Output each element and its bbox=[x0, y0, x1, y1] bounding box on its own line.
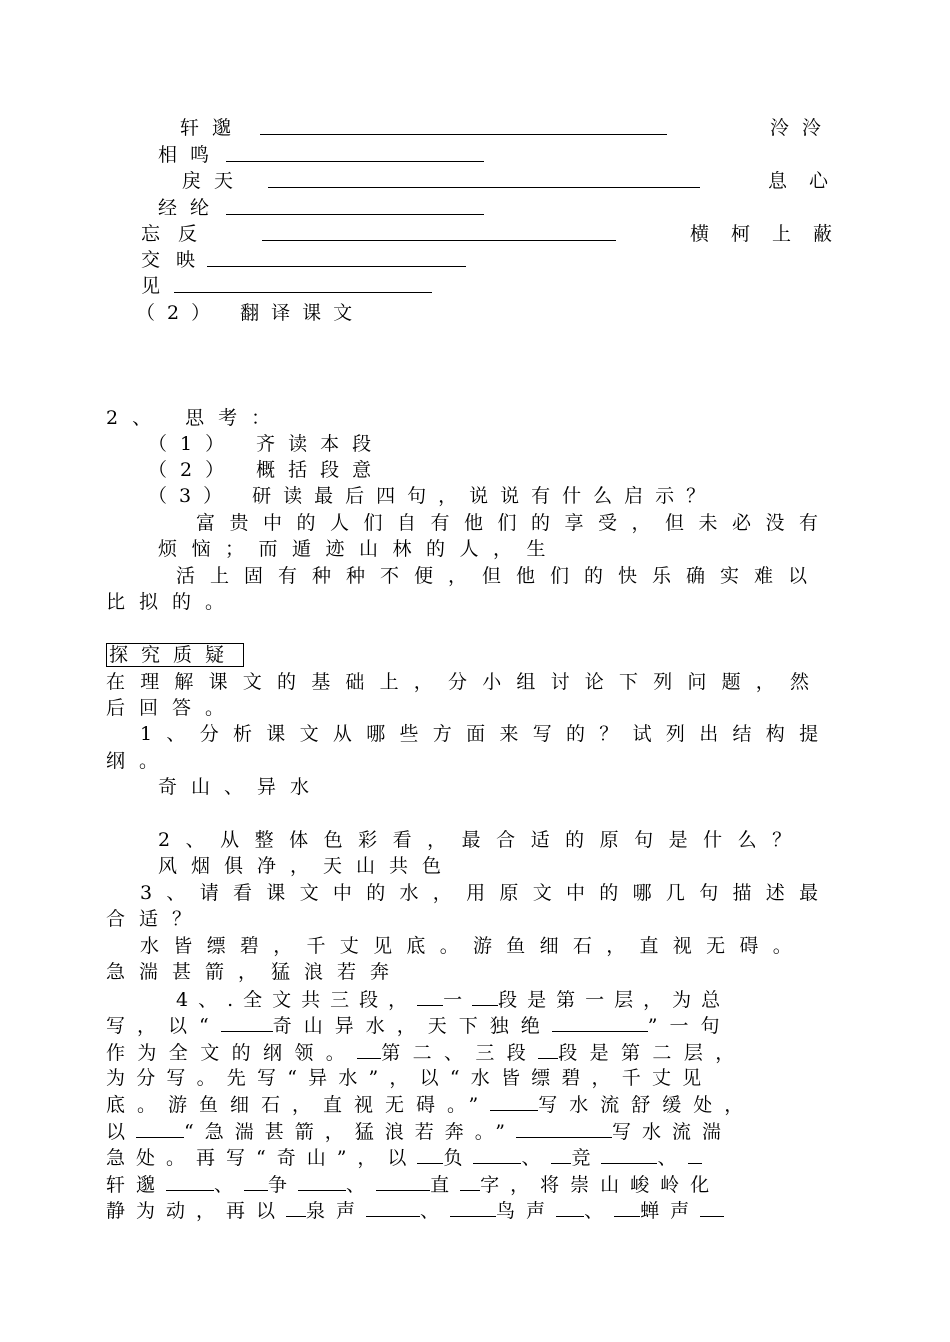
q4-text: 、 bbox=[420, 1200, 451, 1222]
vocab-li-tian: 戾天 bbox=[182, 170, 247, 192]
vocab-blank-jiao-ying[interactable] bbox=[207, 266, 466, 267]
explore-q1-line1: 1、分析课文从哪些方面来写的？试列出结构提 bbox=[140, 723, 833, 745]
q4-fill-yi: 一 bbox=[443, 989, 473, 1011]
q4-text: 段是第二层， bbox=[558, 1042, 747, 1064]
q4-number: 4、 bbox=[176, 989, 228, 1011]
vocab-blank-jing-lun[interactable] bbox=[226, 214, 484, 215]
q4-line1 bbox=[176, 987, 730, 1012]
q4-text: 段是第一层，为总 bbox=[498, 989, 731, 1011]
q4-blank-jing[interactable] bbox=[601, 1145, 657, 1164]
explore-answer2: 风烟俱净，天山共色 bbox=[158, 855, 456, 877]
q4-blank-zhi[interactable] bbox=[460, 1172, 480, 1191]
q4-blank-fu-pre[interactable] bbox=[417, 1145, 443, 1164]
think-q3: （3） 研读最后四句，说说有什么启示？ bbox=[148, 485, 718, 507]
q4-text: 写，以“ bbox=[106, 1015, 221, 1037]
explore-answer3-line2: 急湍甚箭，猛浪若奔 bbox=[106, 961, 404, 983]
q4-line5 bbox=[106, 1092, 755, 1117]
explore-answer3-line1: 水皆缥碧，千丈见底。游鱼细石，直视无碍。 bbox=[140, 935, 807, 957]
q4-fill-fu: 负 bbox=[443, 1147, 474, 1169]
q4-text: 静为动，再以 bbox=[106, 1200, 287, 1222]
q4-fill-niao: 鸟声 bbox=[496, 1200, 557, 1222]
q4-line4: 为分写。先写“异水”，以“水皆缥碧，千丈见 bbox=[106, 1067, 713, 1089]
vocab-blank-jian[interactable] bbox=[174, 292, 432, 293]
explore-q3-line2: 合适？ bbox=[106, 908, 206, 930]
q4-text: 、 bbox=[521, 1147, 552, 1169]
q4-blank-qishan-pre[interactable] bbox=[221, 1013, 273, 1032]
vocab-jiao-ying: 交映 bbox=[141, 249, 212, 271]
q4-blank-niao[interactable] bbox=[556, 1198, 584, 1217]
think-answer-line3: 活上固有种种不便，但他们的快乐确实难以 bbox=[176, 565, 823, 587]
q4-text: 写水流湍 bbox=[611, 1121, 732, 1143]
vocab-jing-lun: 经纶 bbox=[158, 197, 223, 219]
vocab-xi-xin: 息心 bbox=[768, 170, 851, 192]
think-answer-line1: 富贵中的人们自有他们的享受，但未必没有 bbox=[196, 512, 833, 534]
explore-answer1: 奇山、异水 bbox=[158, 776, 324, 798]
q4-text: 、 bbox=[346, 1174, 377, 1196]
q4-fill-jituan: “急湍甚箭，猛浪若奔。” bbox=[184, 1121, 516, 1143]
vocab-blank-li-tian[interactable] bbox=[268, 187, 700, 188]
q4-text: 急处。再写“奇山”，以 bbox=[106, 1147, 418, 1169]
q4-blank-zheng[interactable] bbox=[298, 1172, 346, 1191]
q4-blank-qishan[interactable] bbox=[552, 1013, 648, 1032]
q4-blank-yi[interactable] bbox=[472, 987, 498, 1006]
q4-text: 作为全文的纲领。 bbox=[106, 1042, 358, 1064]
think-answer-line4: 比拟的。 bbox=[106, 591, 239, 613]
q4-text: 全文共三段， bbox=[243, 989, 418, 1011]
q4-line8 bbox=[106, 1172, 720, 1197]
q4-text: 、 bbox=[657, 1147, 688, 1169]
q4-blank-ersan[interactable] bbox=[538, 1040, 558, 1059]
q4-blank-niao-pre[interactable] bbox=[450, 1198, 496, 1217]
vocab-blank-wang-fan[interactable] bbox=[262, 240, 616, 241]
vocab-xuan-miao: 轩邈 bbox=[180, 117, 245, 139]
q4-line7 bbox=[106, 1145, 702, 1170]
q4-line9 bbox=[106, 1198, 724, 1223]
q4-fill-quan: 泉声 bbox=[306, 1200, 367, 1222]
explore-q1-line2: 纲。 bbox=[106, 750, 173, 772]
explore-q3-line1: 3、请看课文中的水，用原文中的哪几句描述最 bbox=[140, 882, 833, 904]
q4-text: 、 bbox=[584, 1200, 615, 1222]
q4-blank-pre[interactable] bbox=[417, 987, 443, 1006]
q4-text: 字，将崇山峻岭化 bbox=[480, 1174, 721, 1196]
q4-text: ”一句 bbox=[647, 1015, 732, 1037]
vocab-blank-xiang-ming[interactable] bbox=[226, 161, 484, 162]
vocab-wang-fan: 忘反 bbox=[141, 223, 216, 245]
q4-blank-zheng-pre[interactable] bbox=[244, 1172, 268, 1191]
q4-text: 以 bbox=[106, 1121, 137, 1143]
q4-blank-jituan[interactable] bbox=[516, 1119, 612, 1138]
q4-fill-jing: 竞 bbox=[571, 1147, 602, 1169]
q4-blank-fu[interactable] bbox=[473, 1145, 521, 1164]
q4-blank-chan-pre[interactable] bbox=[614, 1198, 640, 1217]
think-answer-line2: 烦恼；而遁迹山林的人，生 bbox=[158, 538, 561, 560]
q4-line2 bbox=[106, 1013, 731, 1038]
q4-blank-shu[interactable] bbox=[490, 1092, 538, 1111]
q4-blank-jituan-pre[interactable] bbox=[136, 1119, 184, 1138]
q4-blank-jing-pre[interactable] bbox=[551, 1145, 571, 1164]
q4-fill-qishan: 奇山异水，天下独绝 bbox=[272, 1015, 552, 1037]
explore-heading-wrap bbox=[106, 643, 244, 667]
q4-blank-tail[interactable] bbox=[688, 1145, 702, 1164]
q4-blank-ersan-pre[interactable] bbox=[357, 1040, 381, 1059]
vocab-ling-ling: 泠泠 bbox=[770, 117, 835, 139]
q4-blank-xuanmiao[interactable] bbox=[166, 1172, 214, 1191]
explore-intro-line2: 后回答。 bbox=[106, 697, 239, 719]
q4-text: 写水流舒缓处， bbox=[538, 1094, 756, 1116]
think-q1: （1） 齐读本段 bbox=[148, 433, 385, 455]
vocab-heng-ke-shang-bi: 横柯上蔽 bbox=[690, 223, 855, 245]
q4-blank-quan-pre[interactable] bbox=[286, 1198, 306, 1217]
q4-blank-chan[interactable] bbox=[700, 1198, 724, 1217]
translate-heading: （2） 翻译课文 bbox=[136, 302, 365, 324]
explore-intro-line1: 在理解课文的基础上，分小组讨论下列问题，然 bbox=[106, 671, 825, 693]
vocab-blank-xuan-miao[interactable] bbox=[260, 134, 667, 135]
think-heading: 2、 思考： bbox=[106, 407, 285, 429]
q4-line3 bbox=[106, 1040, 747, 1065]
explore-q2: 2、从整体色彩看，最合适的原句是什么？ bbox=[158, 829, 807, 851]
q4-line6 bbox=[106, 1119, 732, 1144]
q4-blank-quan[interactable] bbox=[366, 1198, 420, 1217]
explore-heading-box: 探究质疑 bbox=[106, 643, 244, 667]
q4-text: 、 bbox=[214, 1174, 245, 1196]
think-q2: （2） 概括段意 bbox=[148, 459, 385, 481]
q4-fill-zheng: 争 bbox=[268, 1174, 299, 1196]
q4-text: 底。游鱼细石，直视无碍。” bbox=[106, 1094, 491, 1116]
q4-fill-chan: 蝉声 bbox=[640, 1200, 701, 1222]
q4-fill-xuanmiao: 轩邈 bbox=[106, 1174, 167, 1196]
q4-dot: . bbox=[227, 989, 244, 1011]
q4-blank-zhi-pre[interactable] bbox=[376, 1172, 430, 1191]
q4-fill-zhi: 直 bbox=[430, 1174, 461, 1196]
q4-fill-ersan: 第二、三段 bbox=[381, 1042, 539, 1064]
vocab-xiang-ming: 相鸣 bbox=[158, 144, 223, 166]
vocab-jian: 见 bbox=[141, 275, 174, 297]
